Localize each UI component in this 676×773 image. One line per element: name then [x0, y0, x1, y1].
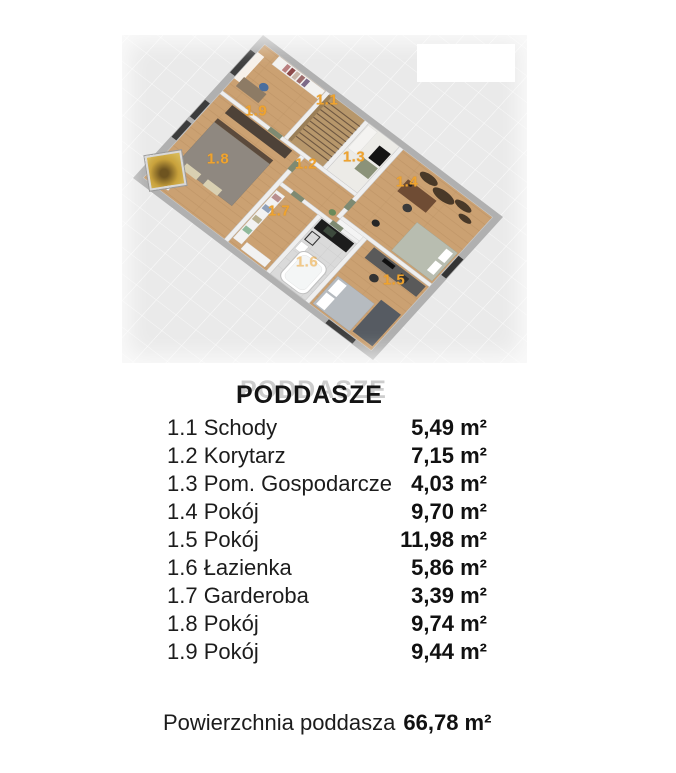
room-area: 4,03 m²	[411, 471, 487, 496]
total-area-value: 66,78 m²	[403, 710, 492, 735]
legend-row	[167, 554, 487, 582]
floorplan-3d-render	[122, 35, 527, 363]
room-name: 1.1 Schody	[167, 415, 278, 440]
room-label-1-1: 1.1	[315, 91, 339, 109]
legend-row	[167, 638, 487, 666]
legend-row	[167, 526, 487, 554]
room-name: 1.4 Pokój	[167, 499, 259, 524]
room-area: 11,98 m²	[400, 527, 487, 552]
room-area: 5,86 m²	[411, 555, 487, 580]
legend-title: PODDASZE	[236, 381, 383, 409]
legend-row	[167, 470, 487, 498]
room-area: 3,39 m²	[411, 583, 487, 608]
room-label-1-8: 1.8	[206, 150, 230, 168]
room-label-1-6: 1.6	[295, 253, 319, 271]
total-area-label: Powierzchnia poddasza	[163, 710, 396, 735]
legend-row	[167, 414, 487, 442]
room-label-1-2: 1.2	[294, 155, 318, 173]
legend-row	[167, 498, 487, 526]
room-label-1-7: 1.7	[267, 202, 291, 220]
room-label-1-5: 1.5	[382, 271, 406, 289]
room-name: 1.3 Pom. Gospodarcze	[167, 471, 393, 496]
legend-row	[167, 442, 487, 470]
room-name: 1.2 Korytarz	[167, 443, 286, 468]
room-name: 1.5 Pokój	[167, 527, 259, 552]
room-label-1-9: 1.9	[244, 102, 268, 120]
room-area: 9,70 m²	[411, 499, 487, 524]
room-label-1-3: 1.3	[342, 148, 366, 166]
legend-room-list	[167, 414, 487, 666]
room-label-1-4: 1.4	[395, 173, 419, 191]
watermark-box	[417, 44, 515, 82]
room-area: 9,74 m²	[411, 611, 487, 636]
legend-row	[167, 610, 487, 638]
room-name: 1.9 Pokój	[167, 639, 259, 664]
legend-row	[167, 582, 487, 610]
room-name: 1.8 Pokój	[167, 611, 259, 636]
total-area-line	[163, 710, 491, 736]
room-area: 5,49 m²	[411, 415, 487, 440]
room-area: 9,44 m²	[411, 639, 487, 664]
room-area: 7,15 m²	[411, 443, 487, 468]
sunflower-painting	[144, 150, 186, 190]
floorplan-image	[122, 35, 527, 363]
room-name: 1.6 Łazienka	[167, 555, 292, 580]
room-name: 1.7 Garderoba	[167, 583, 309, 608]
